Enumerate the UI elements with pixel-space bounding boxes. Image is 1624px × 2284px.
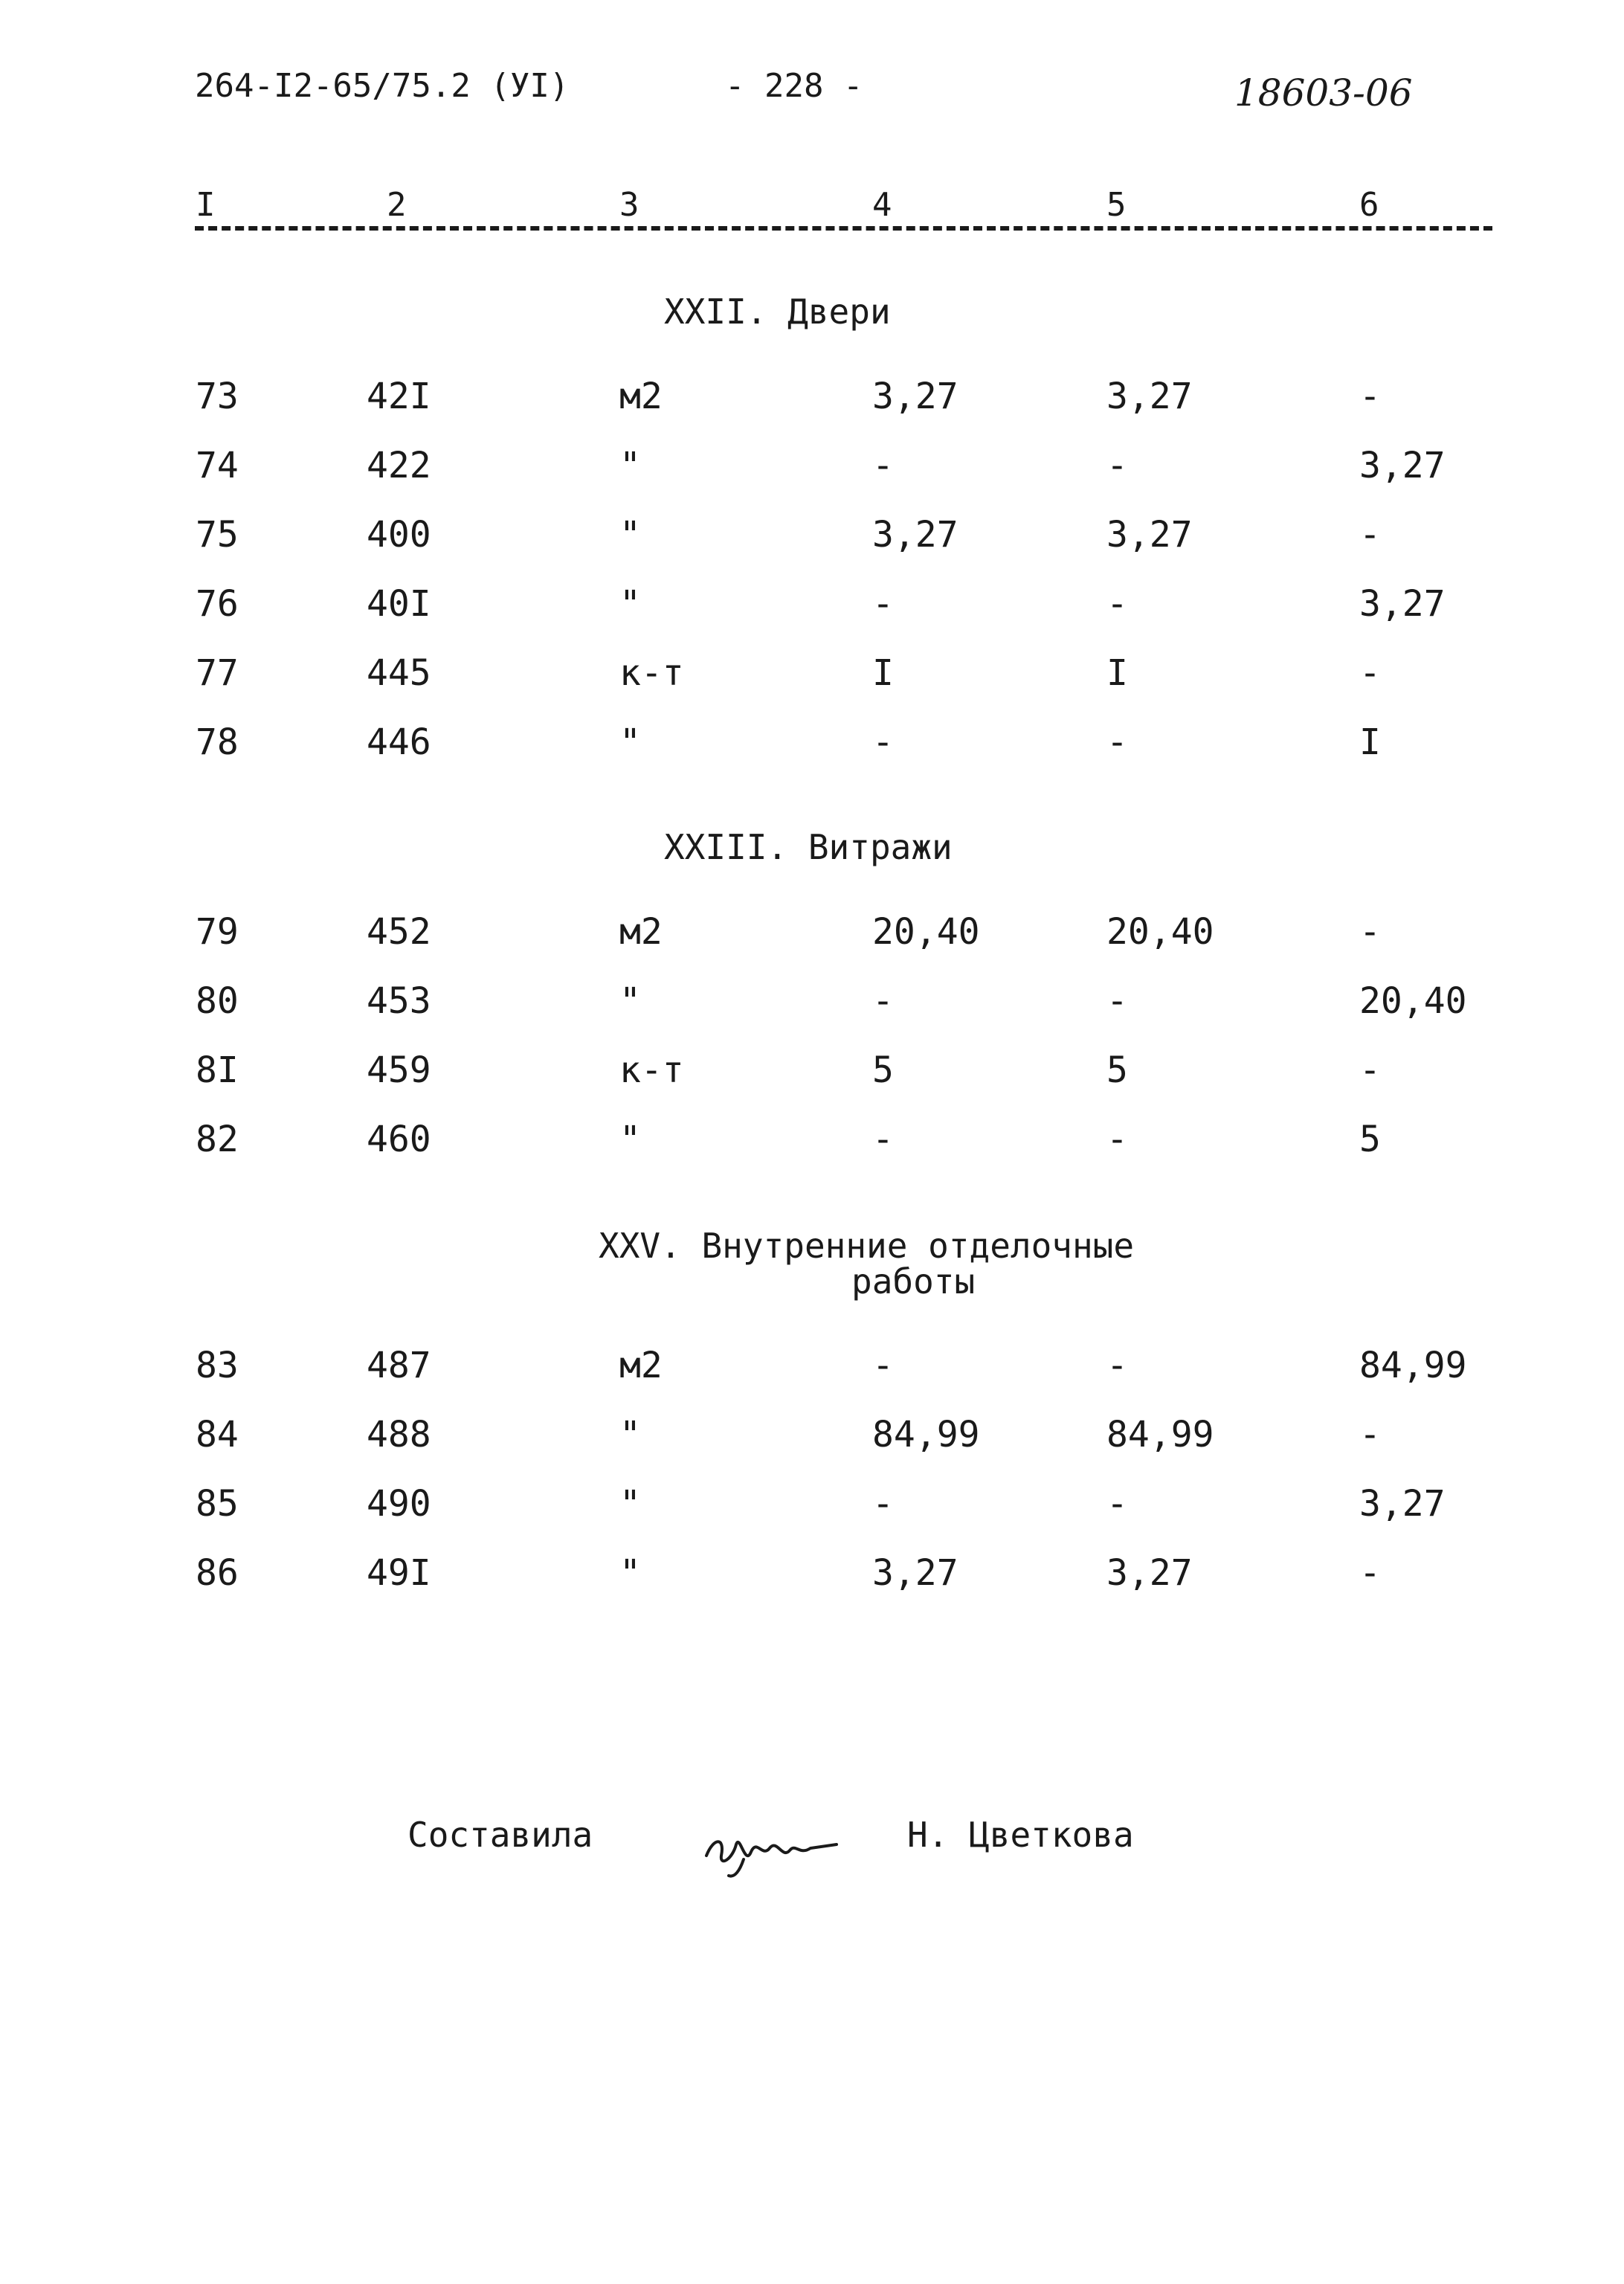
unit: " [619,1119,641,1160]
value-col4: - [872,980,894,1022]
value-col6: - [1359,1414,1381,1455]
value-col6: 20,40 [1359,980,1467,1022]
value-col4: 3,27 [872,1552,958,1594]
value-col6: 3,27 [1359,583,1446,625]
compiled-by-label: Составила [407,1815,593,1855]
item-code: 459 [367,1049,431,1091]
value-col6: I [1359,721,1381,763]
value-col6: 3,27 [1359,445,1446,486]
column-header-5: 5 [1106,186,1127,224]
column-header-1: I [196,186,216,224]
value-col6: - [1359,1049,1381,1091]
item-code: 49I [367,1552,431,1594]
value-col6: - [1359,1552,1381,1594]
unit: " [619,445,641,486]
section-title-interior-finishing: XXV. Внутренние отделочные [599,1226,1135,1266]
row-number: 83 [196,1345,239,1386]
value-col4: - [872,1345,894,1386]
column-header-3: 3 [619,186,639,224]
value-col6: - [1359,514,1381,556]
item-code: 400 [367,514,431,556]
value-col5: 20,40 [1106,911,1214,953]
item-code: 452 [367,911,431,953]
unit: " [619,980,641,1022]
value-col5: - [1106,583,1128,625]
value-col4: 3,27 [872,514,958,556]
value-col5: 5 [1106,1049,1128,1091]
value-col4: - [872,721,894,763]
row-number: 73 [196,376,239,417]
row-number: 8I [196,1049,239,1091]
row-number: 85 [196,1483,239,1525]
item-code: 460 [367,1119,431,1160]
value-col5: 84,99 [1106,1414,1214,1455]
row-number: 75 [196,514,239,556]
unit: " [619,583,641,625]
header-dashed-rule [195,226,1492,231]
unit: " [619,721,641,763]
unit: м2 [619,1345,663,1386]
author-name: Н. Цветкова [907,1815,1134,1855]
row-number: 74 [196,445,239,486]
value-col6: 5 [1359,1119,1381,1160]
section-title-doors: XXII. Двери [664,292,891,332]
value-col5: - [1106,445,1128,486]
column-header-2: 2 [387,186,407,224]
value-col5: 3,27 [1106,514,1193,556]
item-code: 490 [367,1483,431,1525]
value-col4: 84,99 [872,1414,980,1455]
value-col6: 3,27 [1359,1483,1446,1525]
unit: " [619,1483,641,1525]
item-code: 422 [367,445,431,486]
value-col5: 3,27 [1106,376,1193,417]
unit: м2 [619,376,663,417]
value-col5: I [1106,652,1128,694]
item-code: 42I [367,376,431,417]
row-number: 80 [196,980,239,1022]
value-col4: - [872,445,894,486]
value-col5: - [1106,980,1128,1022]
value-col5: - [1106,721,1128,763]
row-number: 78 [196,721,239,763]
item-code: 487 [367,1345,431,1386]
value-col5: - [1106,1345,1128,1386]
handwritten-signature [699,1815,848,1882]
value-col4: - [872,583,894,625]
value-col6: - [1359,911,1381,953]
row-number: 77 [196,652,239,694]
document-code: 264-I2-65/75.2 (УI) [195,67,570,105]
unit: " [619,1552,641,1594]
item-code: 453 [367,980,431,1022]
unit: к-т [619,652,684,694]
page-number: - 228 - [725,67,863,105]
unit: м2 [619,911,663,953]
unit: " [619,514,641,556]
row-number: 84 [196,1414,239,1455]
unit: " [619,1414,641,1455]
value-col5: - [1106,1483,1128,1525]
section-title-interior-finishing-line2: работы [851,1261,976,1302]
row-number: 82 [196,1119,239,1160]
value-col5: 3,27 [1106,1552,1193,1594]
value-col4: I [872,652,894,694]
value-col4: - [872,1483,894,1525]
row-number: 76 [196,583,239,625]
unit: к-т [619,1049,684,1091]
item-code: 40I [367,583,431,625]
handwritten-archive-number: 18603-06 [1234,71,1413,115]
value-col5: - [1106,1119,1128,1160]
row-number: 79 [196,911,239,953]
value-col6: 84,99 [1359,1345,1467,1386]
value-col6: - [1359,376,1381,417]
section-title-stained-glass: XXIII. Витражи [664,827,953,867]
item-code: 488 [367,1414,431,1455]
row-number: 86 [196,1552,239,1594]
value-col4: 3,27 [872,376,958,417]
item-code: 445 [367,652,431,694]
value-col4: 20,40 [872,911,980,953]
value-col6: - [1359,652,1381,694]
column-header-6: 6 [1359,186,1379,224]
column-header-4: 4 [872,186,892,224]
value-col4: 5 [872,1049,894,1091]
value-col4: - [872,1119,894,1160]
item-code: 446 [367,721,431,763]
